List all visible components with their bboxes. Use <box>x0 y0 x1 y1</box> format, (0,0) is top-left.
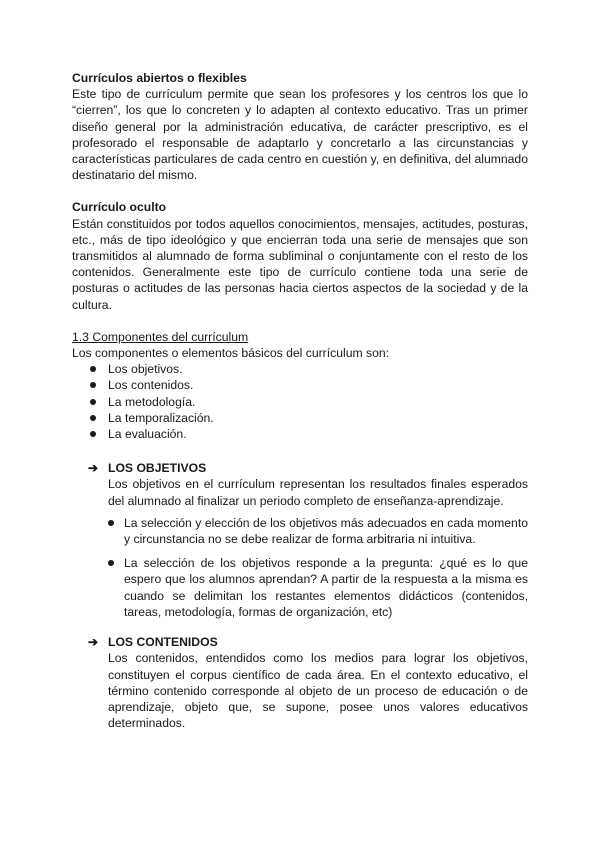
list-item: Los contenidos. <box>88 377 528 393</box>
list-item: La temporalización. <box>88 410 528 426</box>
block-contenidos <box>88 634 528 731</box>
block-paragraph: Los objetivos en el currículum representan los resultados finales esperados del alumnado al finalizar un periodo completo de enseñanza-aprendizaje. <box>108 477 528 508</box>
section-paragraph: Este tipo de currículum permite que sean los profesores y los centros los que lo “cierren”, los que lo concreten y lo adapten al contexto educativo. Tras un primer diseño general por la administración educativa, de carácter prescriptivo, es el profesorado el responsable de adaptarlo y concretarlo a las circunstancias y características particulares de cada centro en cuestión y, en definitiva, del alumnado destinatario del mismo. <box>72 87 528 183</box>
block-heading <box>88 460 528 476</box>
list-item: La evaluación. <box>88 426 528 442</box>
section-curriculo-oculto <box>72 199 528 312</box>
components-list <box>72 361 528 442</box>
section-componentes <box>72 329 528 442</box>
list-item: La selección de los objetivos responde a la pregunta: ¿qué es lo que espero que los alumnos aprendan? A partir de la respuesta a la misma es cuando se delimitan los restantes elementos didácticos (contenidos, tareas, metodología, formas de organización, etc) <box>108 555 528 620</box>
objetivos-points-list <box>88 515 528 620</box>
section-curriculos-abiertos <box>72 70 528 183</box>
arrow-right-icon: ➔ <box>88 461 99 476</box>
document-content <box>72 70 528 731</box>
block-objetivos <box>88 460 528 620</box>
arrow-right-icon: ➔ <box>88 635 99 650</box>
block-title: LOS OBJETIVOS <box>108 461 207 476</box>
block-heading <box>88 634 528 650</box>
section-heading: Currículo oculto <box>72 200 167 215</box>
list-item: La selección y elección de los objetivos más adecuados en cada momento y circunstancia no se debe realizar de forma arbitraria ni intuitiva. <box>108 515 528 547</box>
section-paragraph: Están constituidos por todos aquellos conocimientos, mensajes, actitudes, posturas, etc., más de tipo ideológico y que encierran toda una serie de mensajes que son transmitidos al alumnado de forma subliminal o conjuntamente con el resto de los contenidos. Generalmente este tipo de currículo contiene toda una serie de posturas o actitudes de las personas hacia ciertos aspectos de la sociedad y de la cultura. <box>72 216 528 312</box>
block-title: LOS CONTENIDOS <box>108 635 218 650</box>
list-item: Los objetivos. <box>88 361 528 377</box>
block-paragraph: Los contenidos, entendidos como los medios para lograr los objetivos, constituyen el corpus científico de cada área. En el contexto educativo, el término contenido corresponde al objeto de un proceso de educación o de aprendizaje, objeto que, se supone, posee unos valores educativos determinados. <box>108 651 528 731</box>
section-intro: Los componentes o elementos básicos del currículum son: <box>72 346 390 361</box>
section-heading: Currículos abiertos o flexibles <box>72 71 247 85</box>
list-item: La metodología. <box>88 394 528 410</box>
subsection-heading: 1.3 Componentes del currículum <box>72 329 249 344</box>
